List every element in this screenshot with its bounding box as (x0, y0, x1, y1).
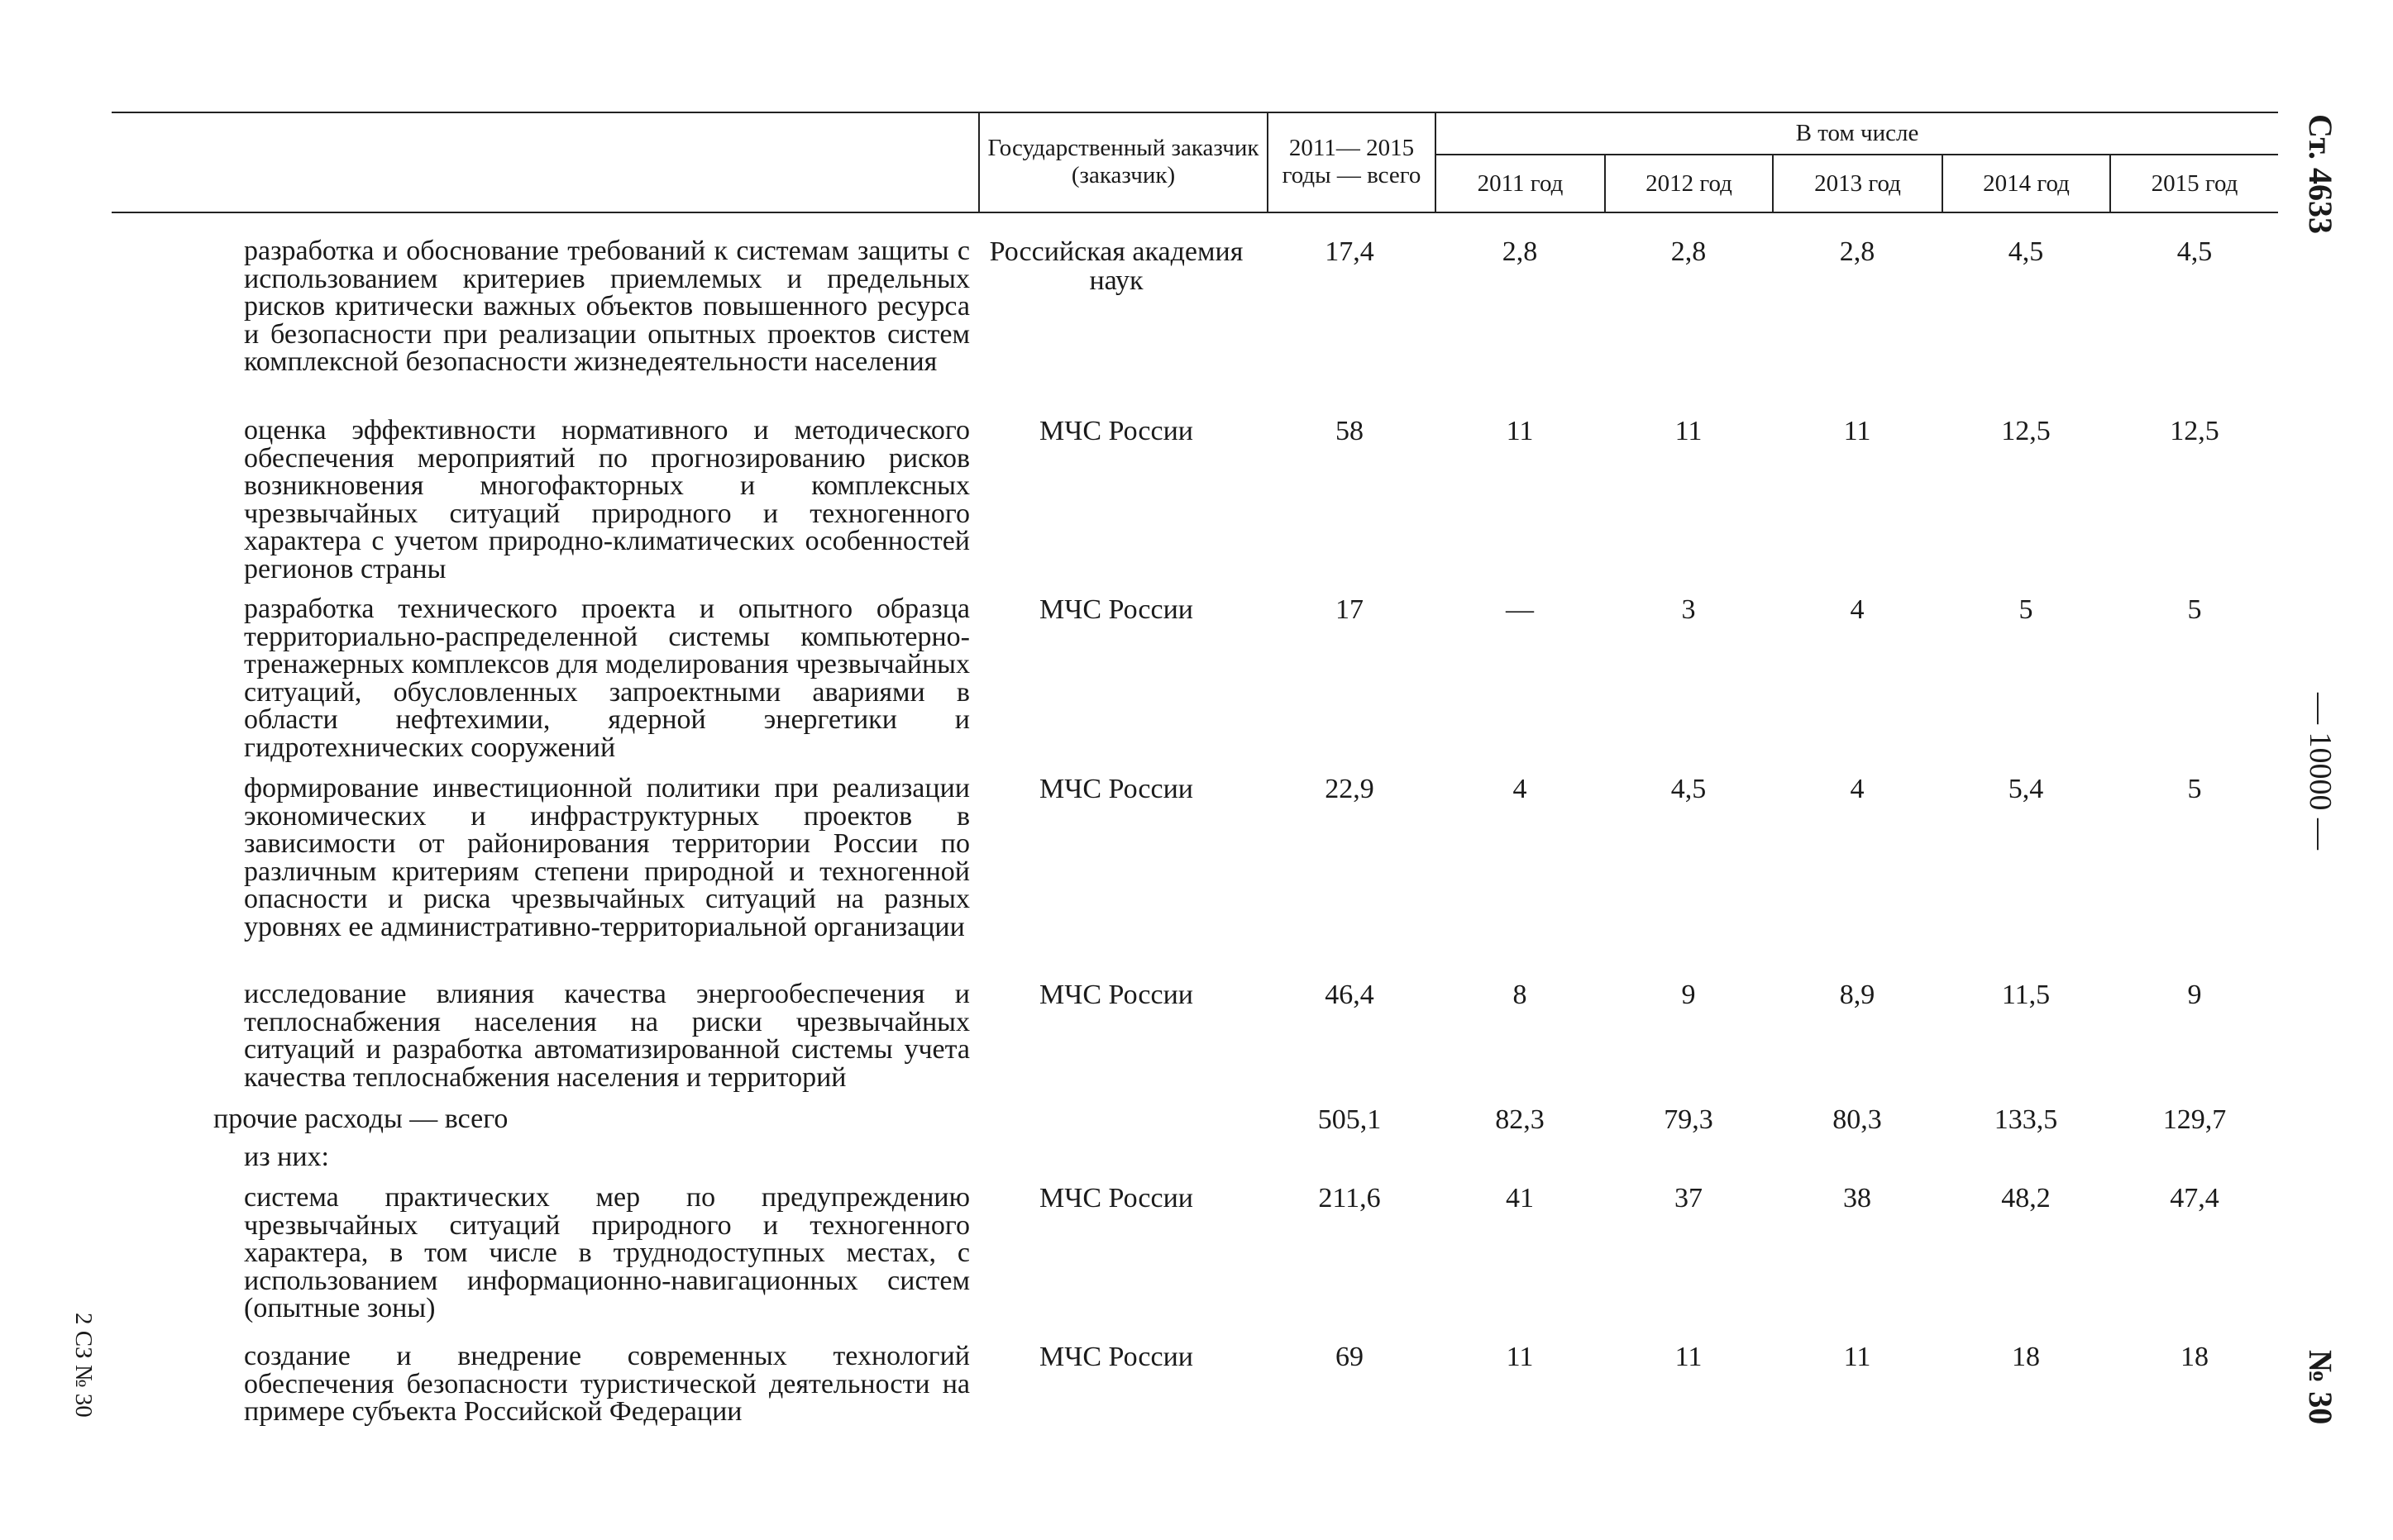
row-description: из них: (244, 1142, 329, 1172)
row-value-2012: 11 (1674, 1342, 1703, 1372)
row-value-2011: 8 (1512, 980, 1527, 1010)
row-description: оценка эффективности нормативного и методического обеспечения мероприятий по прогнозированию рисков возникновения многофакторных и комплексных чрезвычайных ситуаций природного и техногенного характера с учетом природно-климатических особенностей регионов страны (244, 415, 970, 584)
row-value-2013: 11 (1843, 416, 1871, 446)
row-description: разработка и обоснование требований к системам защиты с использованием критериев приемлемых и предельных рисков критически важных объектов повышенного ресурса и безопасности при реализации опытных проектов систем комплексной безопасности жизнедеятельности населения (244, 236, 970, 377)
row-value-2014: 18 (2012, 1342, 2040, 1372)
row-value-2012: 4,5 (1670, 774, 1707, 804)
row-value-2013: 2,8 (1839, 236, 1875, 267)
row-total: 211,6 (1318, 1183, 1381, 1213)
header-customer: Государственный заказчик (заказчик) (987, 135, 1259, 188)
header-bottom-rule (112, 212, 2278, 213)
row-value-2012: 2,8 (1670, 236, 1707, 267)
header-year-2011: 2011 год (1477, 169, 1564, 197)
header-including: В том числе (1795, 120, 1919, 146)
row-value-2011: — (1506, 594, 1534, 625)
row-value-2015: 18 (2180, 1342, 2209, 1372)
row-description: разработка технического проекта и опытного образца территориально-распределенной системы компьютерно-тренажерных комплексов для моделирования чрезвычайных ситуаций, обусловленных запроектными авариями в области нефтехимии, ядерной энергетики и гидротехнических сооружений (244, 594, 970, 763)
row-value-2014: 5,4 (2008, 774, 2044, 804)
row-value-2012: 79,3 (1664, 1104, 1713, 1135)
document-page: Государственный заказчик (заказчик) 2011— 2015 годы — всего В том числе 2011 год 2012 год 2013 год 2014 год 2015 год разработка и обоснование требований к системам защиты с использованием критериев приемлемых и предельных рисков критически важных объектов повышенного ресурса и безопасности при реализации опытных проектов систем комплексной безопасности жизнедеятельности населения Российская академия наук 17,4 2,8 2,8 2,8 4,5 4,5 оценка эффективности нормативного и методического обеспечения мероприятий по прогнозированию рисков возникновения многофакторных и комплексных чрезвычайных ситуаций природного и техногенного характера с учетом природно-климатических особенностей регионов страны МЧС России 58 11 11 11 12,5 12,5 разработка технического проекта и опытного образца территориально-распределенной системы компьютерно-тренажерных комплексов для моделирования чрезвычайных ситуаций, обусловленных запроектными авариями в области нефтехимии, ядерной энергетики и гидротехнических сооружений МЧС России 17 — 3 4 5 5 формирование инвестиционной политики при реализации экономических и инфраструктурных проектов в зависимости от районирования территории России по различным критериям степени природной и техногенной опасности и риска чрезвычайных ситуаций на разных уровнях ее административно-территориальной организации МЧС России 22,9 4 4,5 4 5,4 5 исследование влияния качества энергообеспечения и теплоснабжения населения на риски чрезвычайных ситуаций и разработка автоматизированной системы учета качества теплоснабжения населения и территорий МЧС России 46,4 8 9 8,9 11,5 9 прочие расходы — всего 505,1 82,3 79,3 80,3 133,5 129,7 из них: система практических мер по предупреждению чрезвычайных ситуаций природного и техногенного характера, в том числе в труднодоступных местах, с использованием информационно-навигационных систем (опытные зоны) МЧС России 211,6 41 37 38 48,2 47,4 создание и внедрение современных технологий обеспечения безопасности туристической деятельности на примере субъекта Российской Федерации МЧС России 69 11 11 11 18 18 Ст. 4633 — 10000 — № 30 2 СЗ № 30 (0, 0, 2393, 1540)
row-customer: МЧС России (1039, 774, 1193, 804)
row-value-2011: 2,8 (1502, 236, 1538, 267)
row-value-2011: 11 (1506, 1342, 1534, 1372)
row-value-2014: 48,2 (2001, 1183, 2051, 1213)
row-value-2014: 5 (2018, 594, 2033, 625)
row-total: 69 (1335, 1342, 1364, 1372)
row-value-2011: 11 (1506, 416, 1534, 446)
row-value-2015: 5 (2187, 594, 2202, 625)
row-value-2015: 9 (2187, 980, 2202, 1010)
row-value-2013: 4 (1850, 774, 1865, 804)
row-total: 17 (1335, 594, 1364, 625)
row-description: система практических мер по предупреждению чрезвычайных ситуаций природного и техногенного характера, в том числе в труднодоступных местах, с использованием информационно-навигационных систем (опытные зоны) (244, 1182, 970, 1323)
row-total: 505,1 (1317, 1104, 1382, 1135)
row-customer: МЧС России (1039, 1183, 1193, 1213)
row-customer: МЧС России (1039, 416, 1193, 446)
row-description: создание и внедрение современных технологий обеспечения безопасности туристической деятельности на примере субъекта Российской Федерации (244, 1341, 970, 1427)
row-customer: Российская академия наук (989, 236, 1244, 296)
row-total: 58 (1335, 416, 1364, 446)
row-value-2015: 5 (2187, 774, 2202, 804)
row-description: исследование влияния качества энергообеспечения и теплоснабжения населения на риски чрезвычайных ситуаций и разработка автоматизированной системы учета качества теплоснабжения населения и территорий (244, 979, 970, 1093)
row-description: формирование инвестиционной политики при реализации экономических и инфраструктурных проектов в зависимости от районирования территории России по различным критериям степени природной и техногенной опасности и риска чрезвычайных ситуаций на разных уровнях ее административно-территориальной организации (244, 773, 970, 942)
row-value-2012: 9 (1681, 980, 1696, 1010)
row-value-2013: 38 (1843, 1183, 1871, 1213)
row-total: 46,4 (1325, 980, 1374, 1010)
row-value-2014: 4,5 (2008, 236, 2044, 267)
row-value-2013: 80,3 (1832, 1104, 1882, 1135)
row-value-2014: 12,5 (2001, 416, 2051, 446)
row-value-2015: 129,7 (2162, 1104, 2227, 1135)
header-year-2014: 2014 год (1983, 169, 2070, 197)
row-value-2012: 37 (1674, 1183, 1703, 1213)
row-value-2014: 11,5 (2001, 980, 2051, 1010)
row-value-2011: 41 (1506, 1183, 1534, 1213)
row-value-2013: 11 (1843, 1342, 1871, 1372)
row-value-2013: 4 (1850, 594, 1865, 625)
row-total: 22,9 (1325, 774, 1374, 804)
row-customer: МЧС России (1039, 594, 1193, 625)
row-customer: МЧС России (1039, 1342, 1193, 1372)
row-value-2014: 133,5 (1994, 1104, 2058, 1135)
row-value-2011: 82,3 (1495, 1104, 1545, 1135)
row-value-2011: 4 (1512, 774, 1527, 804)
header-year-2012: 2012 год (1645, 169, 1732, 197)
row-value-2015: 12,5 (2170, 416, 2219, 446)
row-description: прочие расходы — всего (213, 1104, 509, 1134)
row-value-2012: 3 (1681, 594, 1696, 625)
row-total: 17,4 (1325, 236, 1374, 267)
header-year-2013: 2013 год (1814, 169, 1901, 197)
row-value-2013: 8,9 (1839, 980, 1875, 1010)
row-customer: МЧС России (1039, 980, 1193, 1010)
header-year-2015: 2015 год (2151, 169, 2238, 197)
row-value-2015: 4,5 (2176, 236, 2213, 267)
row-value-2012: 11 (1674, 416, 1703, 446)
header-total: 2011— 2015 годы — всего (1282, 135, 1421, 188)
row-value-2015: 47,4 (2170, 1183, 2219, 1213)
